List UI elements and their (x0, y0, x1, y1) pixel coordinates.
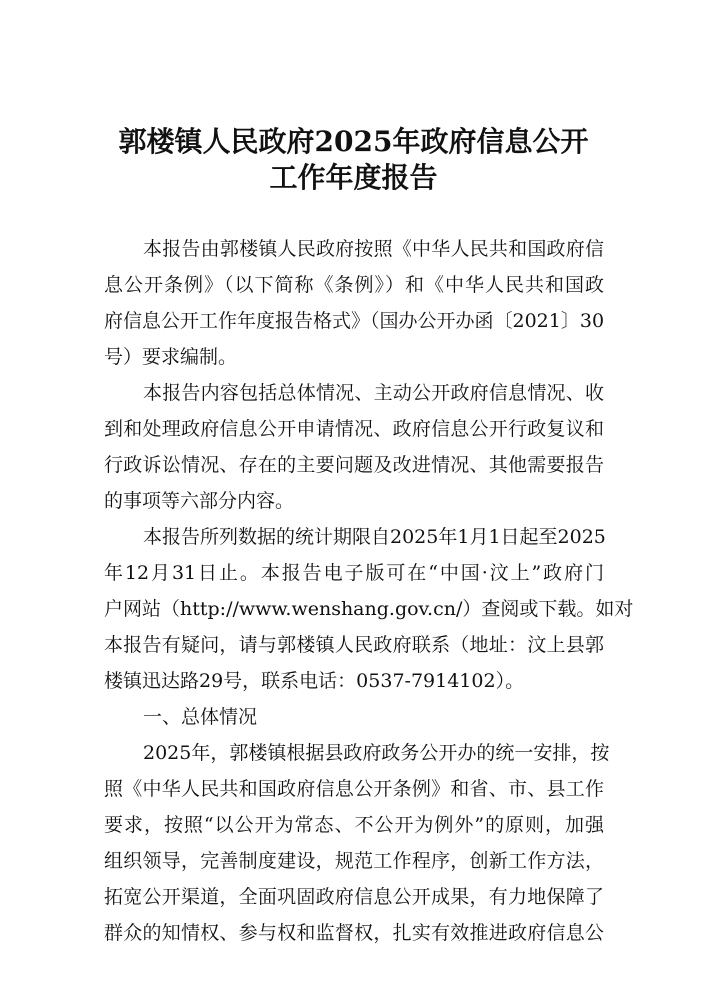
body-line-10: 年12月31日止。本报告电子版可在“中国·汶上”政府门 (104, 562, 604, 584)
body-line-8: 的事项等六部分内容。 (104, 490, 295, 512)
body-line-11: 户网站（http://www.wenshang.gov.cn/）查阅或下载。如对 (104, 598, 634, 620)
body-line-20: 群众的知情权、参与权和监督权，扎实有效推进政府信息公 (104, 922, 604, 944)
report-title-line-1: 郭楼镇人民政府2025年政府信息公开 (118, 125, 589, 158)
body-line-3: 府信息公开工作年度报告格式》（国办公开办函〔2021〕30 (104, 310, 605, 332)
body-line-2: 息公开条例》（以下简称《条例》）和《中华人民共和国政 (104, 274, 604, 296)
body-line-7: 行政诉讼情况、存在的主要问题及改进情况、其他需要报告 (104, 454, 604, 476)
body-line-12: 本报告有疑问，请与郭楼镇人民政府联系（地址：汶上县郭 (104, 634, 604, 656)
body-line-6: 到和处理政府信息公开申请情况、政府信息公开行政复议和 (104, 418, 604, 440)
body-line-1: 本报告由郭楼镇人民政府按照《中华人民共和国政府信 (143, 238, 604, 260)
body-line-5: 本报告内容包括总体情况、主动公开政府信息情况、收 (143, 382, 604, 404)
body-line-4: 号）要求编制。 (104, 346, 238, 368)
body-line-15: 2025年，郭楼镇根据县政府政务公开办的统一安排，按 (143, 742, 610, 764)
body-line-17: 要求，按照“以公开为常态、不公开为例外”的原则，加强 (104, 814, 604, 836)
body-line-9: 本报告所列数据的统计期限自2025年1月1日起至2025 (143, 526, 606, 548)
section-heading-1: 一、总体情况 (143, 706, 258, 728)
body-line-18: 组织领导，完善制度建设，规范工作程序，创新工作方法， (104, 850, 604, 872)
body-line-16: 照《中华人民共和国政府信息公开条例》和省、市、县工作 (104, 778, 604, 800)
body-line-19: 拓宽公开渠道，全面巩固政府信息公开成果，有力地保障了 (104, 886, 604, 908)
body-line-13: 楼镇迅达路29号，联系电话：0537-7914102）。 (104, 670, 525, 692)
report-title-line-2: 工作年度报告 (269, 161, 438, 194)
